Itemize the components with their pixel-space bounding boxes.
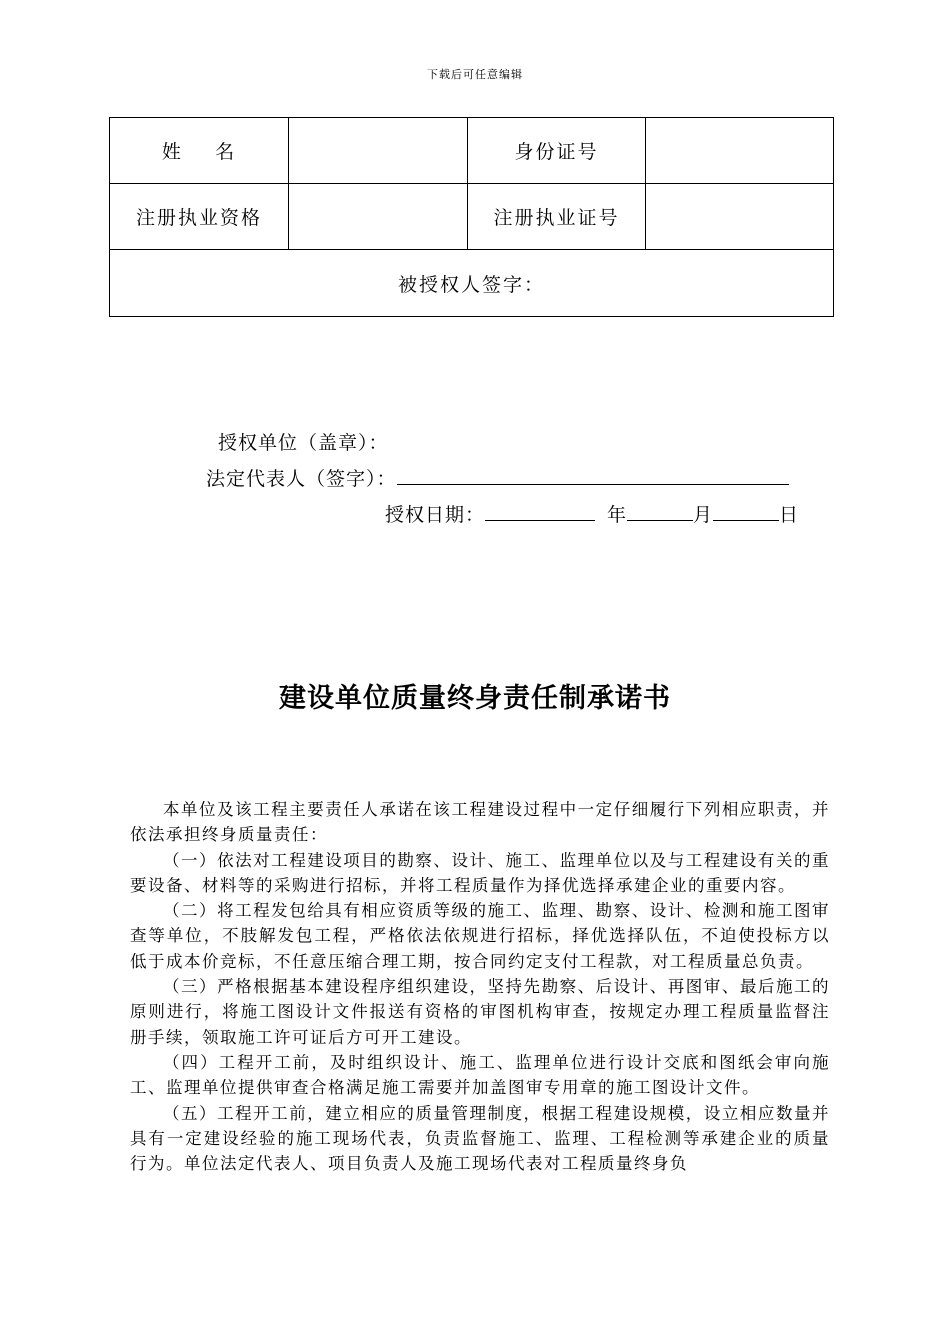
month-label: 月 [693, 504, 714, 526]
header-note: 下载后可任意编辑 [427, 68, 523, 81]
commitment-body [130, 797, 830, 1176]
table-row [110, 118, 834, 184]
authorizing-unit-label: 授权单位（盖章）： [218, 432, 389, 454]
table-row [110, 184, 834, 250]
qualification-label: 注册执业资格 [110, 184, 289, 250]
name-label: 姓 名 [110, 118, 289, 184]
authorized-person-table [109, 117, 834, 317]
day-blank[interactable] [713, 500, 779, 521]
clause-4-paragraph: （四）工程开工前，及时组织设计、施工、监理单位进行设计交底和图纸会审向施工、监理单位提供审查合格满足施工需要并加盖图审专用章的施工图设计文件。 [130, 1052, 830, 1098]
day-label: 日 [779, 504, 800, 526]
clause-3-paragraph: （三）严格根据基本建设程序组织建设，坚持先勘察、后设计、再图审、最后施工的原则进行，将施工图设计文件报送有资格的审图机构审查，按规定办理工程质量监督注册手续，领取施工许可证后方可开工建设。 [130, 977, 830, 1047]
legal-representative-label: 法定代表人（签字）： [206, 468, 397, 490]
authorization-date-label: 授权日期： [385, 504, 486, 526]
document-title: 建设单位质量终身责任制承诺书 [279, 683, 671, 714]
certificate-number-value-cell[interactable] [646, 184, 834, 250]
authorized-person-signature-cell[interactable]: 被授权人签字： [110, 250, 834, 317]
qualification-value-cell[interactable] [289, 184, 468, 250]
clause-5-paragraph: （五）工程开工前，建立相应的质量管理制度，根据工程建设规模，设立相应数量并具有一定建设经验的施工现场代表，负责监督施工、监理、工程检测等承建企业的质量行为。单位法定代表人、项目负责人及施工现场代表对工程质量终身负 [130, 1103, 830, 1174]
clause-1-paragraph: （一）依法对工程建设项目的勘察、设计、施工、监理单位以及与工程建设有关的重要设备、材料等的采购进行招标，并将工程质量作为择优选择承建企业的重要内容。 [130, 850, 830, 895]
certificate-number-label: 注册执业证号 [468, 184, 646, 250]
authorization-date-row [385, 500, 799, 527]
id-number-label: 身份证号 [468, 118, 646, 184]
legal-representative-row [206, 464, 789, 491]
year-blank[interactable] [485, 500, 595, 521]
year-label: 年 [607, 504, 628, 526]
month-blank[interactable] [627, 500, 693, 521]
legal-representative-signature-line[interactable] [397, 464, 789, 485]
id-number-value-cell[interactable] [646, 118, 834, 184]
name-value-cell[interactable] [289, 118, 468, 184]
clause-2-paragraph: （二）将工程发包给具有相应资质等级的施工、监理、勘察、设计、检测和施工图审查等单位，不肢解发包工程，严格依法依规进行招标，择优选择队伍，不迫使投标方以低于成本价竞标，不任意压缩合理工期，按合同约定支付工程款，对工程质量总负责。 [130, 901, 830, 971]
table-row [110, 250, 834, 317]
intro-paragraph: 本单位及该工程主要责任人承诺在该工程建设过程中一定仔细履行下列相应职责，并依法承担终身质量责任： [130, 800, 830, 845]
